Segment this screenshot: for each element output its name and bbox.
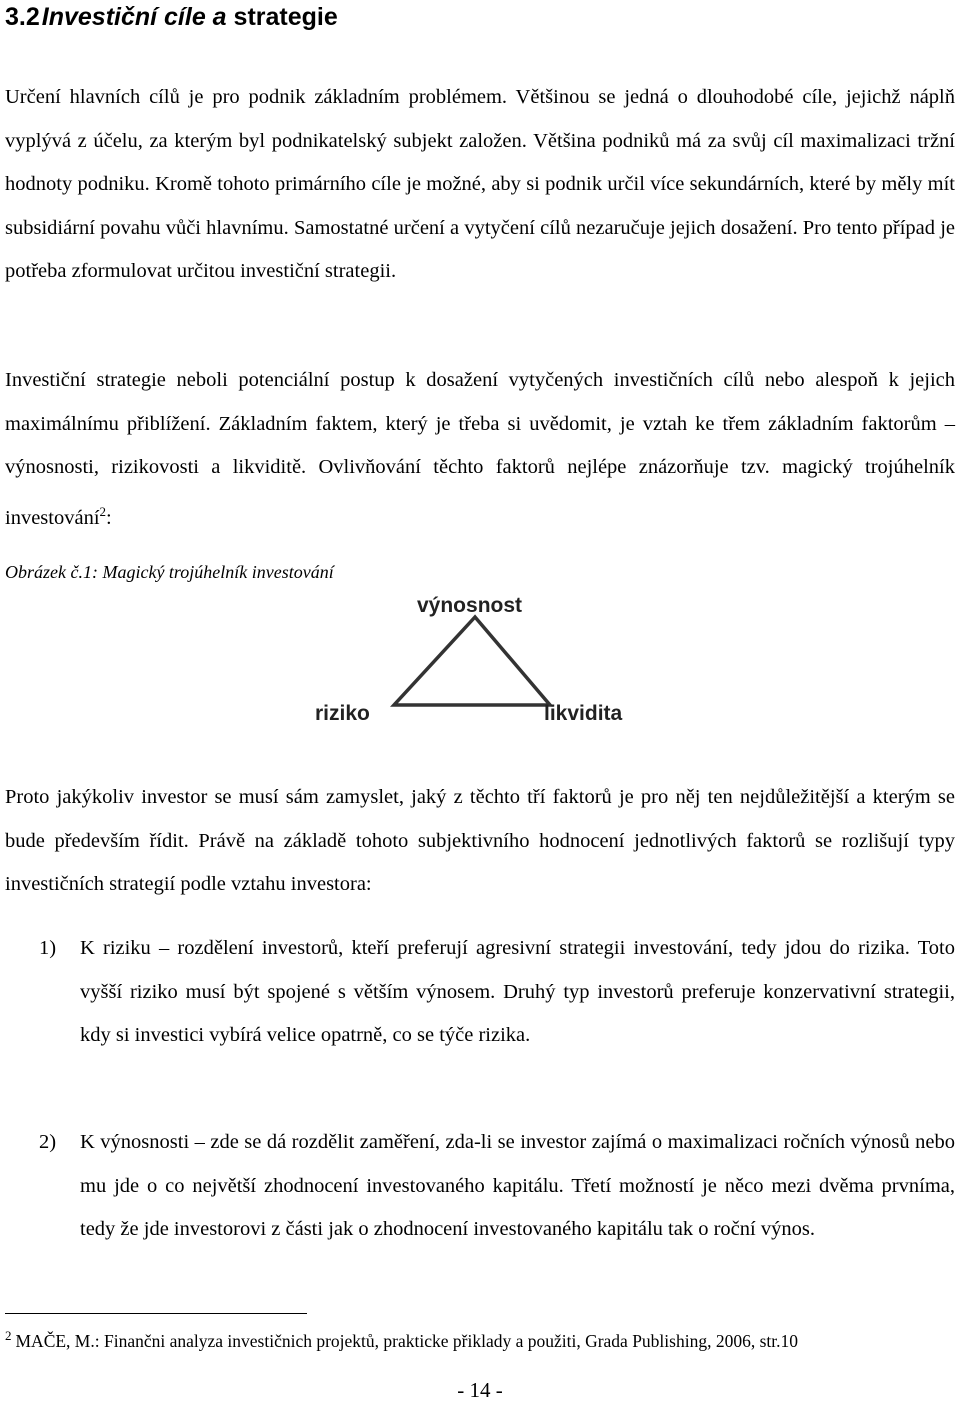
list-number: 2): [39, 1131, 57, 1153]
section-heading: [5, 0, 338, 34]
label-vynosnost: výnosnost: [417, 594, 523, 617]
footnote: [5, 1324, 945, 1353]
footnote-text: MAČE, M.: Finančni analyza investičnich projektů, prakticke přiklady a použiti, Grada Publishing, 2006, str.10: [15, 1331, 798, 1351]
paragraph-goals: Určení hlavních cílů je pro podnik základním problémem. Většinou se jedná o dlouhodobé cíle, jejichž náplň vyplývá z účelu, za kterým byl podnikatelský subjekt založen. Většina podniků má za svůj cíl maximalizaci tržní hodnoty podniku. Kromě tohoto primárního cíle je možné, aby si podnik určil více sekundárních, které by měly mít subsidiární povahu vůči hlavnímu. Samostatné určení a vytyčení cílů nezaručuje jejich dosažení. Pro tento případ je potřeba zformulovat určitou investiční strategii.: [5, 86, 955, 282]
label-likvidita: likvidita: [544, 702, 623, 725]
label-riziko: riziko: [315, 702, 370, 725]
list-text: K riziku – rozdělení investorů, kteří preferují agresivní strategii investování, tedy jdou do rizika. Toto vyšší riziko musí být spojené s větším výnosem. Druhý typ investorů preferuje konzervativní strategii, kdy si investici vybírá velice opatrně, co se týče rizika.: [80, 937, 955, 1046]
figure-caption: Obrázek č.1: Magický trojúhelník investování: [5, 562, 334, 582]
paragraph-strategy-end: :: [106, 506, 112, 529]
section-title-italic: Investiční cíle a: [41, 3, 227, 31]
list-text: K výnosnosti – zde se dá rozdělit zaměření, zda-li se investor zajímá o maximalizaci ročních výnosů nebo mu jde o co největší zhodnocení investovaného kapitálu. Třetí možností je něco mezi dvěma prvníma, tedy že jde investorovi z části jak o zhodnocení investovaného kapitálu tak o roční výnos.: [80, 1131, 955, 1240]
section-number: 3.2: [5, 3, 40, 31]
paragraph-strategy: [5, 359, 955, 540]
section-title-rest: strategie: [233, 3, 338, 31]
triangle-shape: [394, 617, 550, 705]
magic-triangle-figure: [312, 592, 642, 727]
footnote-reference[interactable]: 2: [99, 503, 107, 519]
paragraph-investor-types: Proto jakýkoliv investor se musí sám zamyslet, jaký z těchto tří faktorů je pro něj ten nejdůležitější a kterým se bude především řídit. Právě na základě tohoto subjektivního hodnocení jednotlivých faktorů se rozlišují typy investičních strategií podle vztahu investora:: [5, 786, 955, 895]
footnote-separator: [5, 1313, 307, 1314]
page-number: - 14 -: [457, 1378, 503, 1402]
list-number: 1): [39, 937, 57, 959]
paragraph-strategy-text: Investiční strategie neboli potenciální postup k dosažení vytyčených investičních cílů nebo alespoň k jejich maximálnímu přiblížení. Základním faktem, který je třeba si uvědomit, je vztah ke třem základním faktorům – výnosnosti, rizikovosti a likviditě. Ovlivňování těchto faktorů nejlépe znázorňuje tzv. magický trojúhelník investování: [5, 369, 955, 529]
footnote-mark: 2: [5, 1328, 12, 1343]
